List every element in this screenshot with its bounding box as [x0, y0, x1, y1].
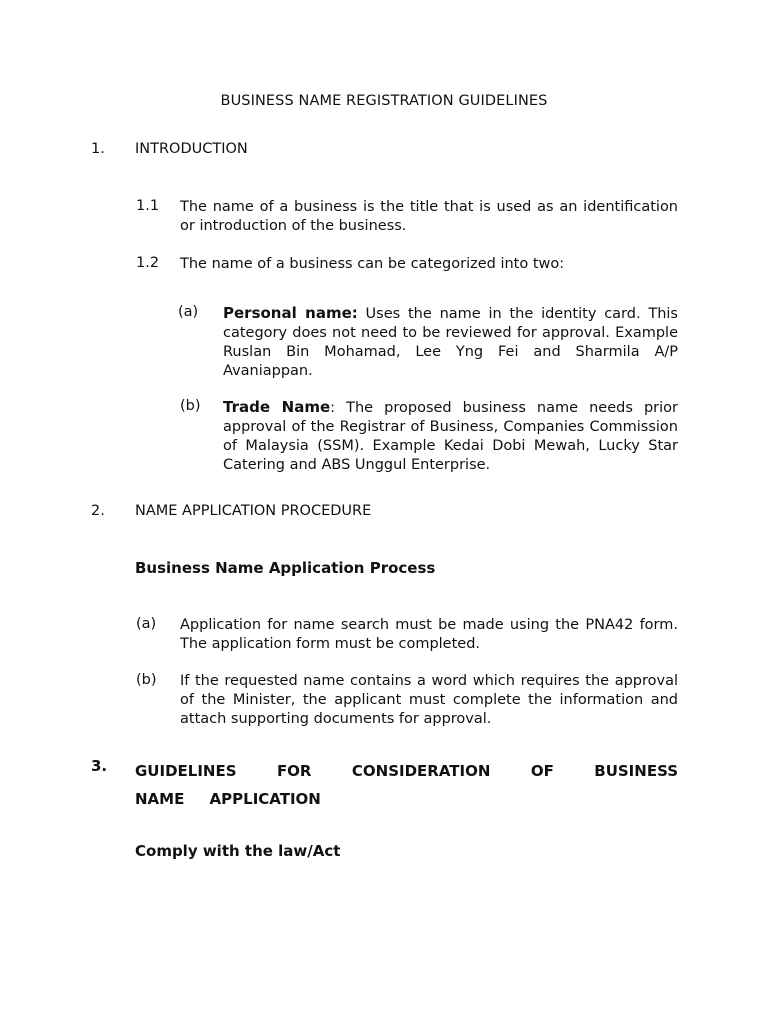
subitem-a-term: Personal name: — [223, 304, 358, 322]
item-2a-label: (a) — [136, 616, 157, 632]
item-2b-text: If the requested name contains a word which requires the approval of the Minister, the applicant must complete the information and attach supporting documents for approval. — [180, 673, 678, 727]
item-1-2-number: 1.2 — [136, 255, 160, 271]
section-2-subheading: Business Name Application Process — [135, 559, 436, 577]
subitem-a-text — [223, 304, 678, 381]
subitem-b-body: : The proposed business name needs prior approval of the Registrar of Business, Companies Commission of Malaysia (SSM). Example Kedai Dobi Mewah, Lucky Star Catering and ABS Unggul Enterprise. — [223, 400, 678, 473]
item-1-1-text: The name of a business is the title that is used as an identification or introduction of the business. — [180, 199, 678, 234]
section-1-number: 1. — [91, 141, 105, 157]
item-1-2-text: The name of a business can be categorized into two: — [180, 256, 565, 272]
section-3-heading: GUIDELINES FOR CONSIDERATION OF BUSINESS NAME APPLICATION — [135, 762, 678, 808]
item-2b-label: (b) — [136, 672, 157, 688]
subitem-a-body: Uses the name in the identity card. This category does not need to be reviewed for approval. Example Ruslan Bin Mohamad, Lee Yng Fei and Sharmila A/P Avaniappan. — [223, 306, 678, 379]
section-3-subheading: Comply with the law/Act — [135, 842, 341, 860]
item-1-1-number: 1.1 — [136, 198, 160, 214]
section-1-heading: INTRODUCTION — [135, 141, 248, 157]
subitem-b-label: (b) — [180, 398, 201, 414]
item-2a-text: Application for name search must be made using the PNA42 form. The application form must be completed. — [180, 617, 678, 652]
subitem-a-label: (a) — [178, 304, 199, 320]
section-2-heading: NAME APPLICATION PROCEDURE — [135, 503, 372, 519]
section-2-number: 2. — [91, 503, 105, 519]
subitem-b-text — [223, 398, 678, 475]
subitem-b-term: Trade Name — [223, 398, 331, 416]
section-3-number: 3. — [91, 757, 108, 775]
document-title: BUSINESS NAME REGISTRATION GUIDELINES — [220, 93, 548, 109]
